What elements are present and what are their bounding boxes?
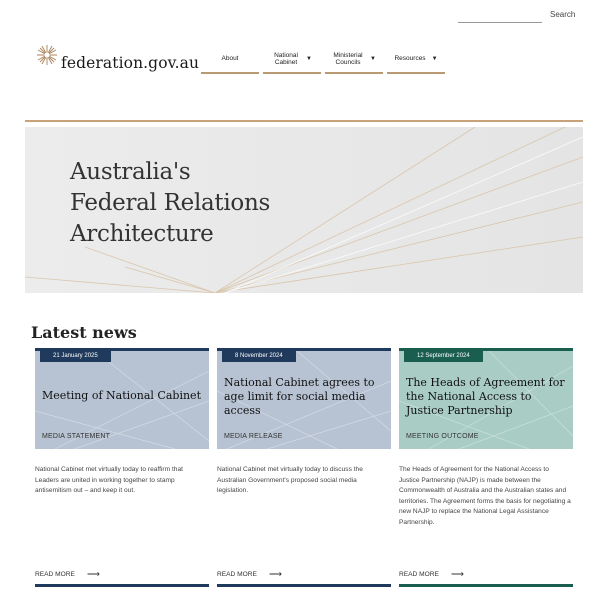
search-area [458, 8, 588, 26]
card-image [35, 351, 209, 449]
site-logo[interactable] [36, 38, 199, 72]
search-input[interactable] [458, 22, 542, 23]
main-nav [201, 46, 445, 74]
hero-title-line: Architecture [70, 221, 214, 247]
news-card[interactable] [35, 348, 209, 592]
card-tag: MEETING OUTCOME [406, 433, 479, 440]
nav-item-about[interactable] [201, 46, 259, 74]
read-more-label: READ MORE [399, 571, 439, 578]
search-button[interactable]: Search [550, 10, 576, 19]
news-card[interactable] [217, 348, 391, 592]
nav-item-national-cabinet[interactable] [263, 46, 321, 74]
nav-item-label: About [221, 55, 239, 63]
arrow-right-icon: ⟶ [450, 569, 464, 579]
header-divider [25, 120, 583, 122]
hero-banner [25, 127, 583, 293]
arrow-right-icon: ⟶ [86, 569, 100, 579]
card-date: 8 November 2024 [222, 351, 296, 362]
nav-item-label: National Cabinet [274, 51, 298, 66]
card-image [399, 351, 573, 449]
nav-item-label: Resources [394, 55, 426, 63]
read-more-link[interactable] [217, 569, 282, 580]
caret-down-icon: ▼ [431, 55, 438, 62]
card-description: The Heads of Agreement for the National Access to Justice Partnership (NAJP) is made between the Commonwealth of Australia and the Australian states and territories. The Agreement forms the basis for negotiating a new NAJP to replace the National Legal Assistance Partnership. [399, 466, 571, 526]
hero-title-line: Australia's [70, 159, 191, 185]
nav-item-ministerial-councils[interactable] [325, 46, 383, 74]
logo-text: federation.gov.au [61, 54, 200, 72]
card-description: National Cabinet met virtually today to reaffirm that Leaders are united in working together to stamp antisemitism out – and keep it out. [35, 466, 183, 494]
card-title[interactable]: The Heads of Agreement for the National Access to Justice Partnership [406, 376, 565, 417]
arrow-right-icon: ⟶ [268, 569, 282, 579]
card-bottom-rule [399, 584, 573, 587]
card-tag: MEDIA STATEMENT [42, 433, 111, 440]
star-emblem-icon [36, 44, 58, 66]
nav-item-resources[interactable] [387, 46, 445, 74]
caret-down-icon: ▼ [370, 55, 376, 62]
hero-title [70, 157, 270, 250]
card-date: 21 January 2025 [40, 351, 111, 362]
card-image [217, 351, 391, 449]
read-more-link[interactable] [35, 569, 100, 580]
card-date: 12 September 2024 [404, 351, 483, 362]
read-more-label: READ MORE [217, 571, 257, 578]
hero-title-line: Federal Relations [70, 190, 270, 216]
news-card[interactable] [399, 348, 573, 592]
read-more-link[interactable] [399, 569, 464, 580]
caret-down-icon: ▼ [306, 55, 312, 62]
card-bottom-rule [217, 584, 391, 587]
card-title[interactable]: National Cabinet agrees to age limit for social media access [224, 376, 375, 417]
card-bottom-rule [35, 584, 209, 587]
nav-item-label: Ministerial Councils [333, 51, 363, 66]
card-description: National Cabinet met virtually today to discuss the Australian Government's proposed social media legislation. [217, 466, 363, 494]
read-more-label: READ MORE [35, 571, 75, 578]
latest-news-heading: Latest news [31, 323, 137, 342]
card-title[interactable]: Meeting of National Cabinet [42, 389, 201, 402]
card-tag: MEDIA RELEASE [224, 433, 283, 440]
